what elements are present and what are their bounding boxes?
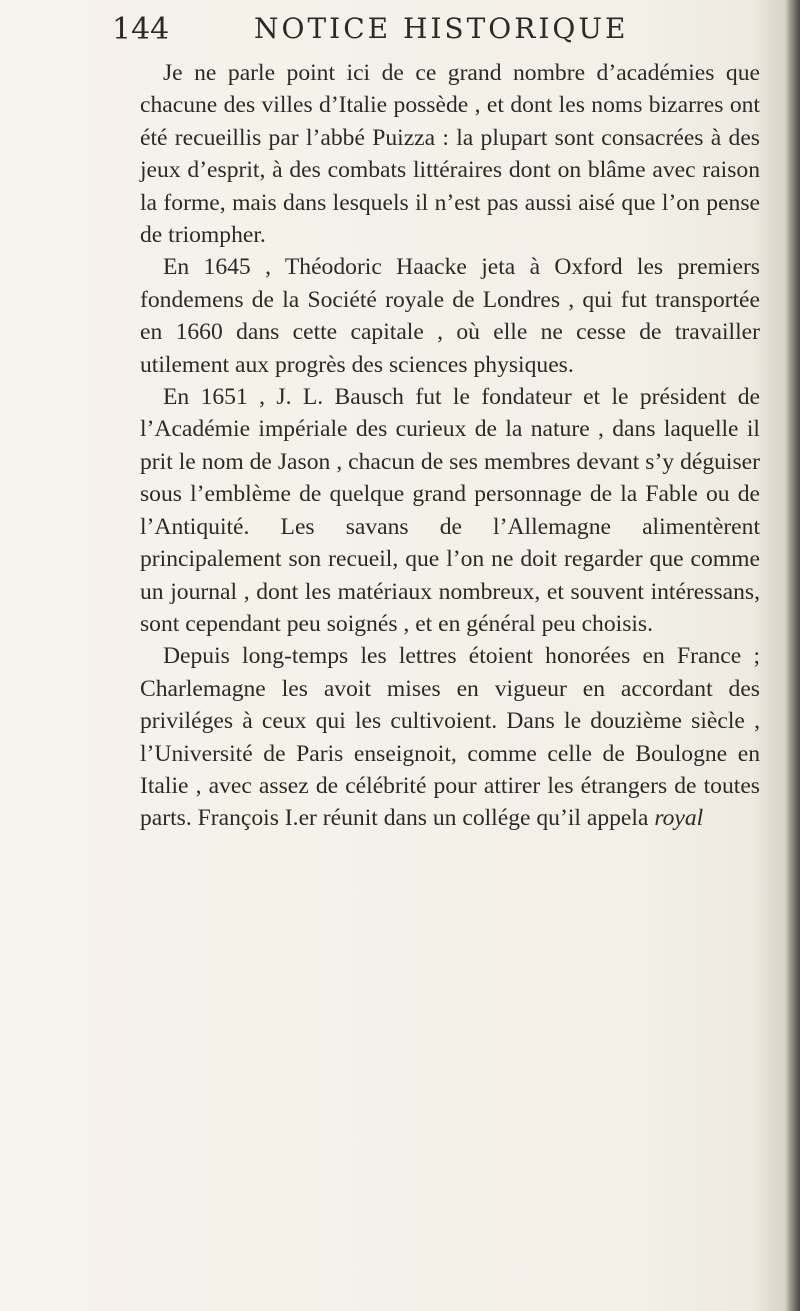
paragraph-4-text: Depuis long-temps les lettres étoient honorées en France ; Charlemagne les avoit mises en vigueur en accordant des priviléges à ceux qui les cultivoient. Dans le douzième siècle , l’Université de Paris enseignoit, comme celle de Boulogne en Italie , avec assez de célébrité pour attirer les étrangers de toutes parts. François I.er réunit dans un collége qu’il appela <box>140 643 760 832</box>
page-header <box>112 8 762 48</box>
body-text <box>140 57 760 835</box>
running-title: NOTICE HISTORIQUE <box>254 12 629 45</box>
paragraph-3: En 1651 , J. L. Bausch fut le fondateur et le président de l’Académie impériale des curieux de la nature , dans laquelle il prit le nom de Jason , chacun de ses membres devant s’y déguiser sous l’emblème de quelque grand personnage de la Fable ou de l’Antiquité. Les savans de l’Allemagne alimentèrent principalement son recueil, que l’on ne doit regarder que comme un journal , dont les matériaux nombreux, et souvent intéressans, sont cependant peu soignés , et en général peu choisis. <box>140 384 760 637</box>
paragraph-4 <box>140 640 760 834</box>
paragraph-1: Je ne parle point ici de ce grand nombre d’académies que chacune des villes d’Italie possède , et dont les noms bizarres ont été recueillis par l’abbé Puizza : la plupart sont consacrées à des jeux d’esprit, à des combats littéraires dont on blâme avec raison la forme, mais dans lesquels il n’est pas aussi aisé que l’on pense de triompher. <box>140 60 760 249</box>
page-edge-shadow <box>786 0 800 1311</box>
paragraph-2: En 1645 , Théodoric Haacke jeta à Oxford les premiers fondemens de la Société royale de Londres , qui fut transportée en 1660 dans cette capitale , où elle ne cesse de travailler utilement aux progrès des sciences physiques. <box>140 254 760 378</box>
page-number: 144 <box>112 12 170 47</box>
italic-word: royal <box>654 805 704 832</box>
